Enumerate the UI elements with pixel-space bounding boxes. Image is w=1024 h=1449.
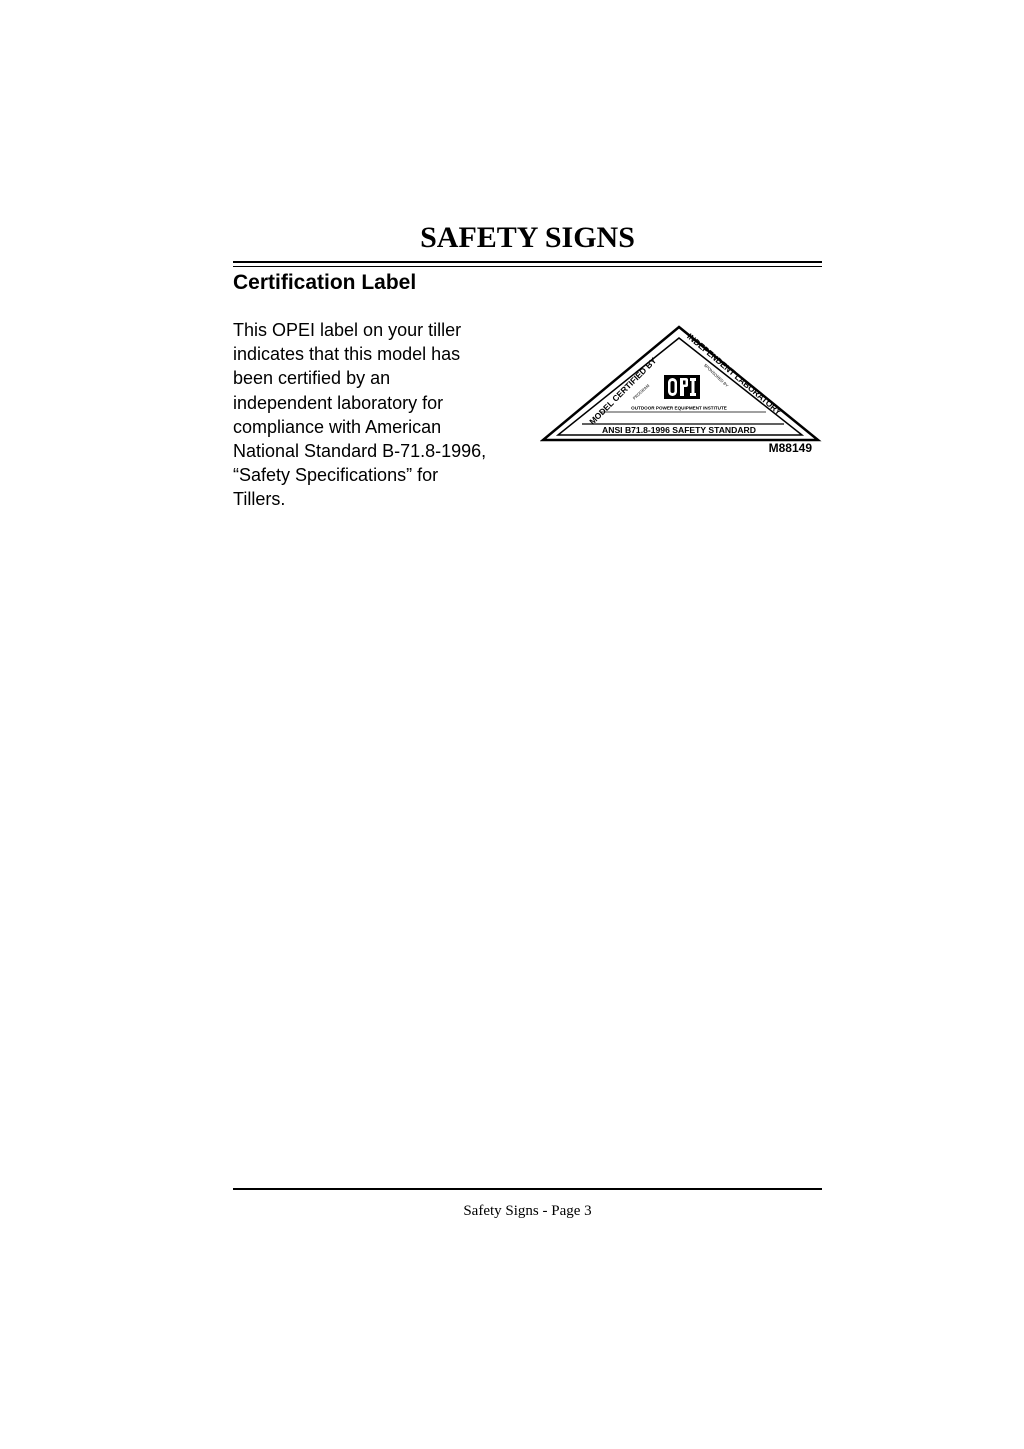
label-inner-left-text: PROGRAM [631,382,651,401]
certification-label-graphic [540,322,824,444]
opei-logo-icon [664,375,700,399]
label-institute-text: OUTDOOR POWER EQUIPMENT INSTITUTE [631,405,727,411]
section-heading: Certification Label [233,271,417,294]
body-line: Tillers. [233,489,286,510]
body-line: compliance with American [233,416,442,437]
body-line: National Standard B-71.8-1996, [233,441,487,462]
body-line: been certified by an [233,368,391,389]
label-inner-right-text: SPONSORED BY [702,362,730,389]
title-rule-thin [233,266,822,267]
label-standard-text: ANSI B71.8-1996 SAFETY STANDARD [602,425,756,435]
footer-rule [233,1188,822,1190]
title-rule [233,261,822,263]
label-right-edge-text: INDEPENDENT LABORATORY [685,331,784,417]
body-line: indicates that this model has [233,344,461,365]
body-line: independent laboratory for [233,392,444,413]
page-title: SAFETY SIGNS [420,221,635,254]
body-line: This OPEI label on your tiller [233,320,462,340]
page-footer: Safety Signs - Page 3 [463,1203,592,1219]
certification-triangle [540,322,824,444]
label-part-number: M88149 [768,441,812,455]
body-line: “Safety Specifications” for [233,465,439,486]
label-left-edge-text: MODEL CERTIFIED BY [587,355,659,427]
body-paragraph [233,318,533,512]
